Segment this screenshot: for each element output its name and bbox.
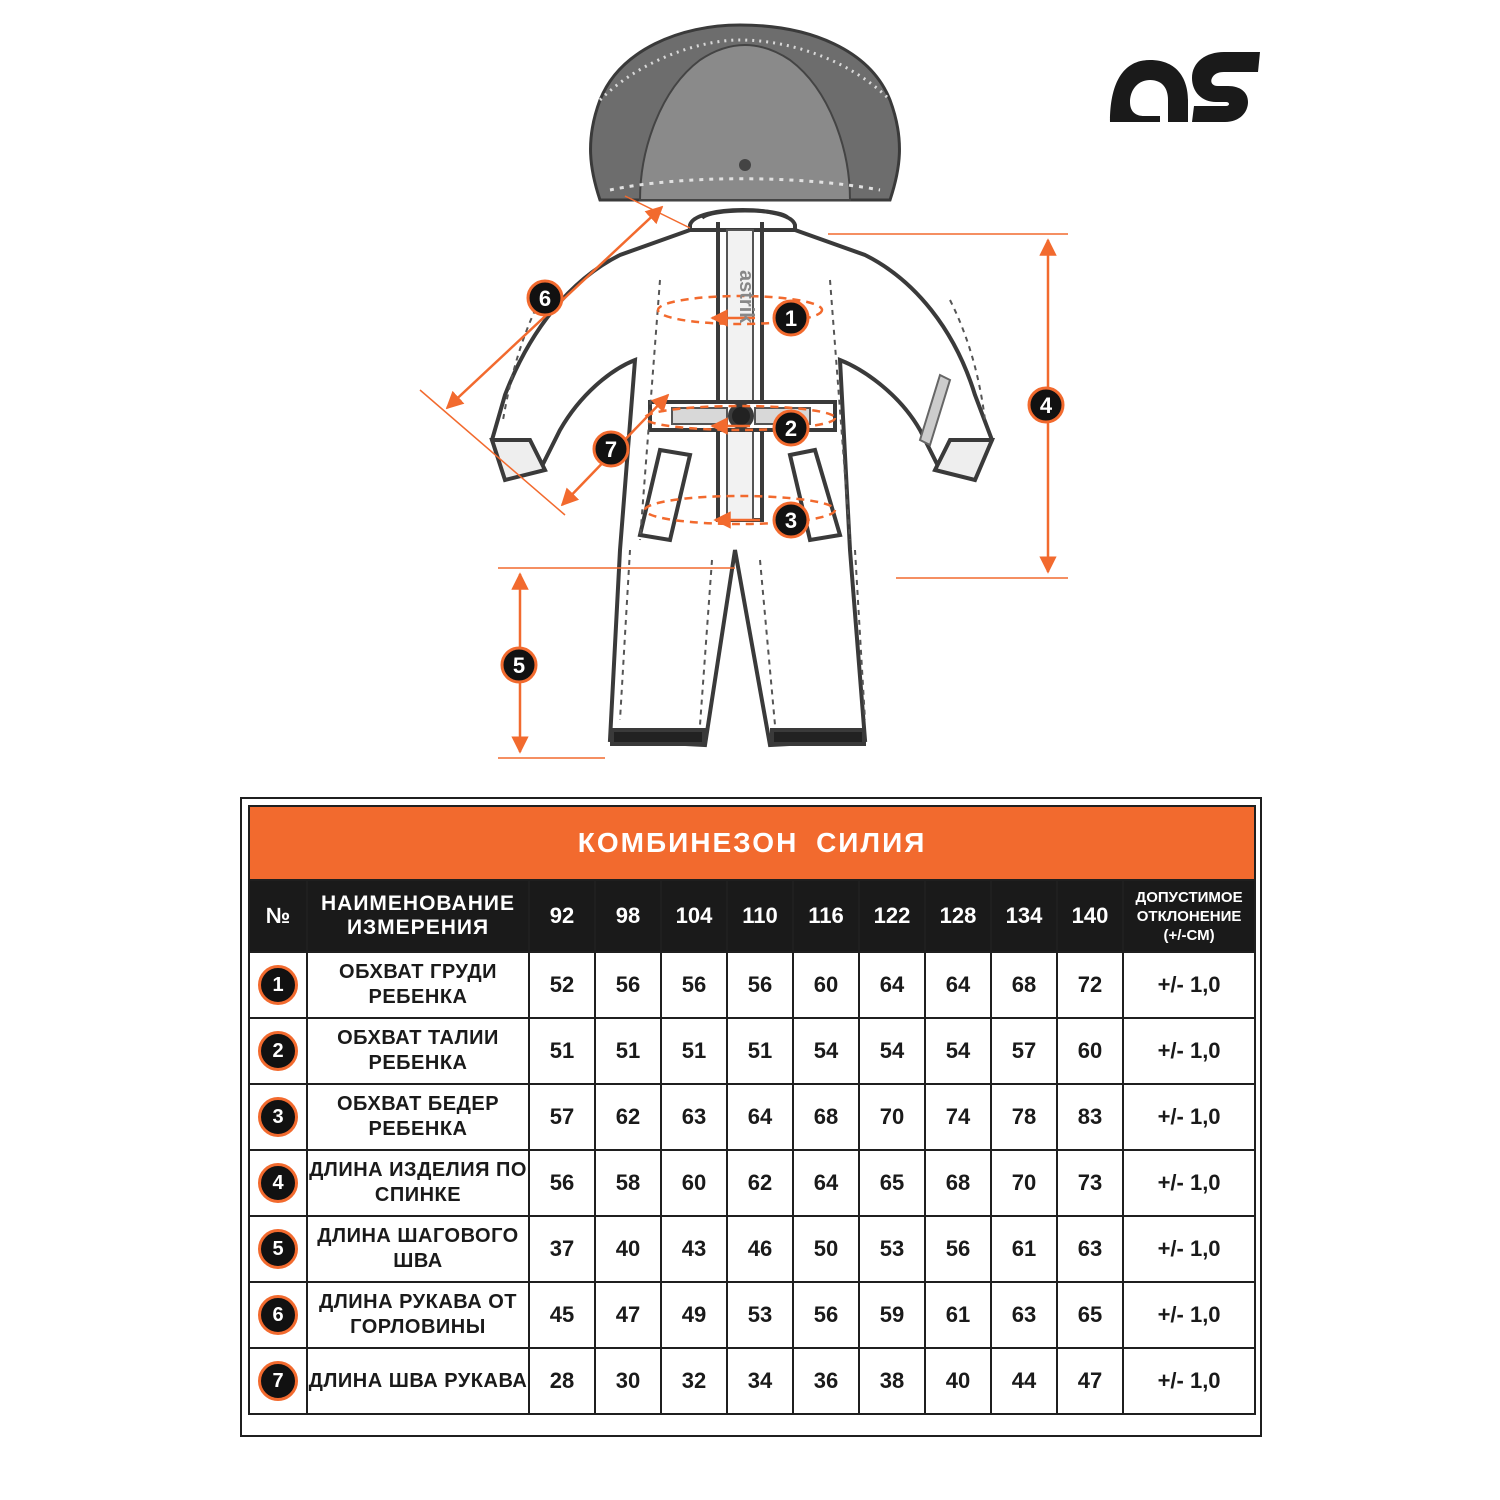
marker-2 [774, 411, 808, 445]
garment-print: astrik [735, 270, 757, 324]
tolerance-value: +/- 1,0 [1123, 1084, 1255, 1150]
measurement-value: 68 [793, 1084, 859, 1150]
measurement-value: 30 [595, 1348, 661, 1414]
header-size: 110 [727, 880, 793, 952]
measurement-value: 65 [859, 1150, 925, 1216]
header-measurement-name: НАИМЕНОВАНИЕ ИЗМЕРЕНИЯ [307, 880, 529, 952]
marker-6 [528, 281, 562, 315]
marker-1 [774, 301, 808, 335]
measurement-value: 62 [595, 1084, 661, 1150]
marker-7 [594, 432, 628, 466]
measurement-value: 70 [991, 1150, 1057, 1216]
measurement-value: 37 [529, 1216, 595, 1282]
measurement-value: 40 [925, 1348, 991, 1414]
measurement-name: ДЛИНА ШВА РУКАВА [307, 1348, 529, 1414]
table-row [249, 1282, 1255, 1348]
row-number-cell [249, 1216, 307, 1282]
header-size: 134 [991, 880, 1057, 952]
svg-text:3: 3 [784, 508, 798, 533]
row-number-cell [249, 1348, 307, 1414]
header-size: 98 [595, 880, 661, 952]
row-number-badge: 4 [258, 1163, 298, 1203]
table-row [249, 1150, 1255, 1216]
row-number-cell [249, 1084, 307, 1150]
measurement-value: 53 [859, 1216, 925, 1282]
measurement-value: 56 [793, 1282, 859, 1348]
header-size: 140 [1057, 880, 1123, 952]
header-size: 128 [925, 880, 991, 952]
table-row [249, 1084, 1255, 1150]
measurement-value: 74 [925, 1084, 991, 1150]
row-number-badge: 7 [258, 1361, 298, 1401]
measurement-value: 61 [925, 1282, 991, 1348]
measurement-value: 56 [727, 952, 793, 1018]
measurement-value: 64 [859, 952, 925, 1018]
measurement-value: 43 [661, 1216, 727, 1282]
measurement-value: 49 [661, 1282, 727, 1348]
tolerance-value: +/- 1,0 [1123, 952, 1255, 1018]
svg-text:6: 6 [538, 286, 552, 311]
measurement-name: ДЛИНА ИЗДЕЛИЯ ПО СПИНКЕ [307, 1150, 529, 1216]
header-size: 92 [529, 880, 595, 952]
measurement-value: 64 [793, 1150, 859, 1216]
fur-hood [591, 25, 900, 200]
measurement-value: 56 [925, 1216, 991, 1282]
measurement-name: ОБХВАТ ТАЛИИ РЕБЕНКА [307, 1018, 529, 1084]
measurement-name: ОБХВАТ ГРУДИ РЕБЕНКА [307, 952, 529, 1018]
table-title: КОМБИНЕЗОН СИЛИЯ [249, 806, 1255, 880]
measurement-value: 56 [595, 952, 661, 1018]
row-number-badge: 1 [258, 965, 298, 1005]
measurement-value: 40 [595, 1216, 661, 1282]
svg-text:5: 5 [512, 653, 526, 678]
measurement-value: 53 [727, 1282, 793, 1348]
tolerance-value: +/- 1,0 [1123, 1150, 1255, 1216]
measurement-value: 44 [991, 1348, 1057, 1414]
measurement-value: 50 [793, 1216, 859, 1282]
measurement-value: 64 [727, 1084, 793, 1150]
table-body [249, 952, 1255, 1414]
marker-4 [1029, 388, 1063, 422]
measurement-value: 38 [859, 1348, 925, 1414]
measurement-value: 51 [661, 1018, 727, 1084]
measurement-value: 57 [529, 1084, 595, 1150]
size-table [248, 805, 1256, 1415]
table-row [249, 1018, 1255, 1084]
measurement-value: 28 [529, 1348, 595, 1414]
header-size: 116 [793, 880, 859, 952]
tolerance-value: +/- 1,0 [1123, 1348, 1255, 1414]
tolerance-value: +/- 1,0 [1123, 1282, 1255, 1348]
tolerance-value: +/- 1,0 [1123, 1216, 1255, 1282]
measurement-value: 47 [595, 1282, 661, 1348]
row-number-cell [249, 952, 307, 1018]
size-table-frame [240, 797, 1262, 1437]
svg-text:7: 7 [604, 437, 618, 462]
measurement-name: ДЛИНА ШАГОВОГО ШВА [307, 1216, 529, 1282]
measurement-value: 64 [925, 952, 991, 1018]
header-size: 122 [859, 880, 925, 952]
row-number-badge: 5 [258, 1229, 298, 1269]
measurement-value: 78 [991, 1084, 1057, 1150]
measurement-value: 56 [529, 1150, 595, 1216]
row-number-cell [249, 1018, 307, 1084]
measurement-value: 51 [727, 1018, 793, 1084]
measurement-name: ОБХВАТ БЕДЕР РЕБЕНКА [307, 1084, 529, 1150]
measurement-value: 60 [661, 1150, 727, 1216]
svg-text:2: 2 [784, 416, 798, 441]
measurement-value: 83 [1057, 1084, 1123, 1150]
measurement-value: 62 [727, 1150, 793, 1216]
measurement-value: 61 [991, 1216, 1057, 1282]
header-size: 104 [661, 880, 727, 952]
measurement-value: 63 [1057, 1216, 1123, 1282]
tolerance-value: +/- 1,0 [1123, 1018, 1255, 1084]
table-header-row [249, 880, 1255, 952]
measurement-value: 68 [991, 952, 1057, 1018]
measurement-value: 32 [661, 1348, 727, 1414]
row-number-cell [249, 1150, 307, 1216]
measurement-value: 54 [859, 1018, 925, 1084]
measurement-value: 65 [1057, 1282, 1123, 1348]
measurement-value: 60 [1057, 1018, 1123, 1084]
measurement-value: 58 [595, 1150, 661, 1216]
measurement-value: 57 [991, 1018, 1057, 1084]
header-tolerance: ДОПУСТИМОЕ ОТКЛОНЕНИЕ (+/-СМ) [1123, 880, 1255, 952]
measurement-value: 54 [793, 1018, 859, 1084]
table-row [249, 1216, 1255, 1282]
header-number: № [249, 880, 307, 952]
measurement-value: 36 [793, 1348, 859, 1414]
svg-text:4: 4 [1039, 393, 1053, 418]
svg-text:1: 1 [784, 306, 798, 331]
row-number-badge: 2 [258, 1031, 298, 1071]
marker-3 [774, 503, 808, 537]
measurement-value: 56 [661, 952, 727, 1018]
measurement-value: 63 [991, 1282, 1057, 1348]
measurement-value: 52 [529, 952, 595, 1018]
row-number-cell [249, 1282, 307, 1348]
measurement-value: 60 [793, 952, 859, 1018]
measurement-value: 68 [925, 1150, 991, 1216]
marker-5 [502, 648, 536, 682]
measurement-value: 59 [859, 1282, 925, 1348]
measurement-value: 45 [529, 1282, 595, 1348]
measurement-value: 51 [529, 1018, 595, 1084]
row-number-badge: 3 [258, 1097, 298, 1137]
row-number-badge: 6 [258, 1295, 298, 1335]
measurement-value: 34 [727, 1348, 793, 1414]
measurement-value: 73 [1057, 1150, 1123, 1216]
table-row [249, 952, 1255, 1018]
table-row [249, 1348, 1255, 1414]
measurement-value: 70 [859, 1084, 925, 1150]
measurement-name: ДЛИНА РУКАВА ОТ ГОРЛОВИНЫ [307, 1282, 529, 1348]
measurement-value: 51 [595, 1018, 661, 1084]
measurement-value: 63 [661, 1084, 727, 1150]
measurement-value: 47 [1057, 1348, 1123, 1414]
measurement-value: 54 [925, 1018, 991, 1084]
measurement-value: 72 [1057, 952, 1123, 1018]
measurement-value: 46 [727, 1216, 793, 1282]
